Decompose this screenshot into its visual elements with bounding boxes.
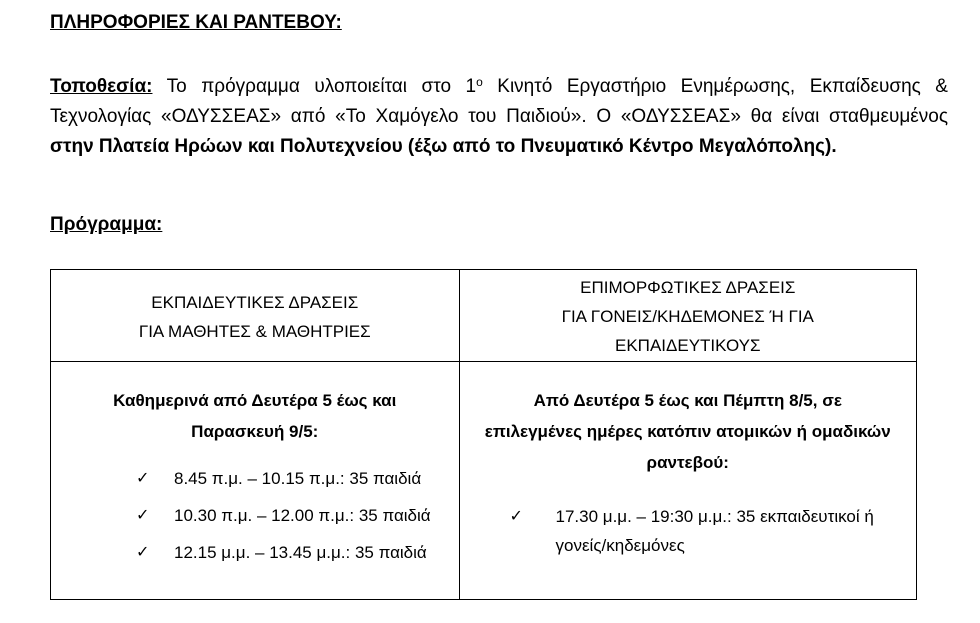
table-header-row [51, 270, 917, 362]
checkmark-icon: ✓ [136, 470, 150, 487]
location-label: Τοποθεσία: [50, 76, 153, 97]
slot-text: 10.30 π.μ. – 12.00 π.μ.: 35 παιδιά [174, 506, 431, 525]
students-slot-list [51, 464, 459, 567]
header-cell-students [51, 270, 460, 362]
location-paragraph [50, 72, 948, 162]
students-schedule-cell [51, 362, 460, 600]
parents-intro-line-2: επιλεγμένες ημέρες κατόπιν ατομικών ή ομαδικών [484, 422, 891, 441]
parents-intro [460, 385, 916, 478]
slot-text-line-2: γονείς/κηδεμόνες [555, 536, 685, 555]
checkmark-icon: ✓ [509, 508, 523, 525]
header-parents-line-1: ΕΠΙΜΟΡΦΩΤΙΚΕΣ ΔΡΑΣΕΙΣ [580, 278, 796, 297]
slot-text: 12.15 μ.μ. – 13.45 μ.μ.: 35 παιδιά [174, 543, 427, 562]
header-students-line-1: ΕΚΠΑΙΔΕΥΤΙΚΕΣ ΔΡΑΣΕΙΣ [151, 293, 359, 312]
location-text-1: Το πρόγραμμα υλοποιείται στο 1 [152, 76, 477, 97]
list-item [510, 502, 916, 560]
students-intro [51, 385, 459, 447]
checkmark-icon: ✓ [136, 544, 150, 561]
location-address: στην Πλατεία Ηρώων και Πολυτεχνείου (έξω από το Πνευματικό Κέντρο Μεγαλόπολης). [50, 136, 837, 157]
table-body-row [51, 362, 917, 600]
slot-text: 8.45 π.μ. – 10.15 π.μ.: 35 παιδιά [174, 469, 422, 488]
header-parents-line-2: ΓΙΑ ΓΟΝΕΙΣ/ΚΗΔΕΜΟΝΕΣ Ή ΓΙΑ [561, 307, 814, 326]
schedule-table [50, 269, 917, 600]
students-intro-line-2: Παρασκευή 9/5: [191, 422, 319, 441]
section-heading: ΠΛΗΡΟΦΟΡΙΕΣ ΚΑΙ ΡΑΝΤΕΒΟΥ: [50, 12, 342, 33]
checkmark-icon: ✓ [136, 507, 150, 524]
header-students-line-2: ΓΙΑ ΜΑΘΗΤΕΣ & ΜΑΘΗΤΡΙΕΣ [138, 322, 371, 341]
parents-intro-line-3: ραντεβού: [646, 453, 729, 472]
parents-slot-list [460, 502, 916, 560]
location-text-2: Κινητό Εργαστήριο Ενημέρωσης, Εκπαίδευσης & Τεχνολογίας «ΟΔΥΣΣΕΑΣ» από «Το Χαμόγελο του Παιδιού». Ο «ΟΔΥΣΣΕΑΣ» θα είναι σταθμευμένος [50, 76, 948, 127]
slot-text-line-1: 17.30 μ.μ. – 19:30 μ.μ.: 35 εκπαιδευτικοί ή [555, 507, 874, 526]
students-intro-line-1: Καθημερινά από Δευτέρα 5 έως και [113, 391, 397, 410]
list-item [136, 464, 459, 493]
header-parents-line-3: ΕΚΠΑΙΔΕΥΤΙΚΟΥΣ [615, 336, 761, 355]
ordinal-superscript: ο [476, 75, 483, 89]
list-item [136, 538, 459, 567]
program-label: Πρόγραμμα: [50, 214, 163, 235]
slot-text [556, 502, 874, 560]
parents-intro-line-1: Από Δευτέρα 5 έως και Πέμπτη 8/5, σε [533, 391, 842, 410]
list-item [136, 501, 459, 530]
header-cell-parents [459, 270, 916, 362]
parents-schedule-cell [459, 362, 916, 600]
